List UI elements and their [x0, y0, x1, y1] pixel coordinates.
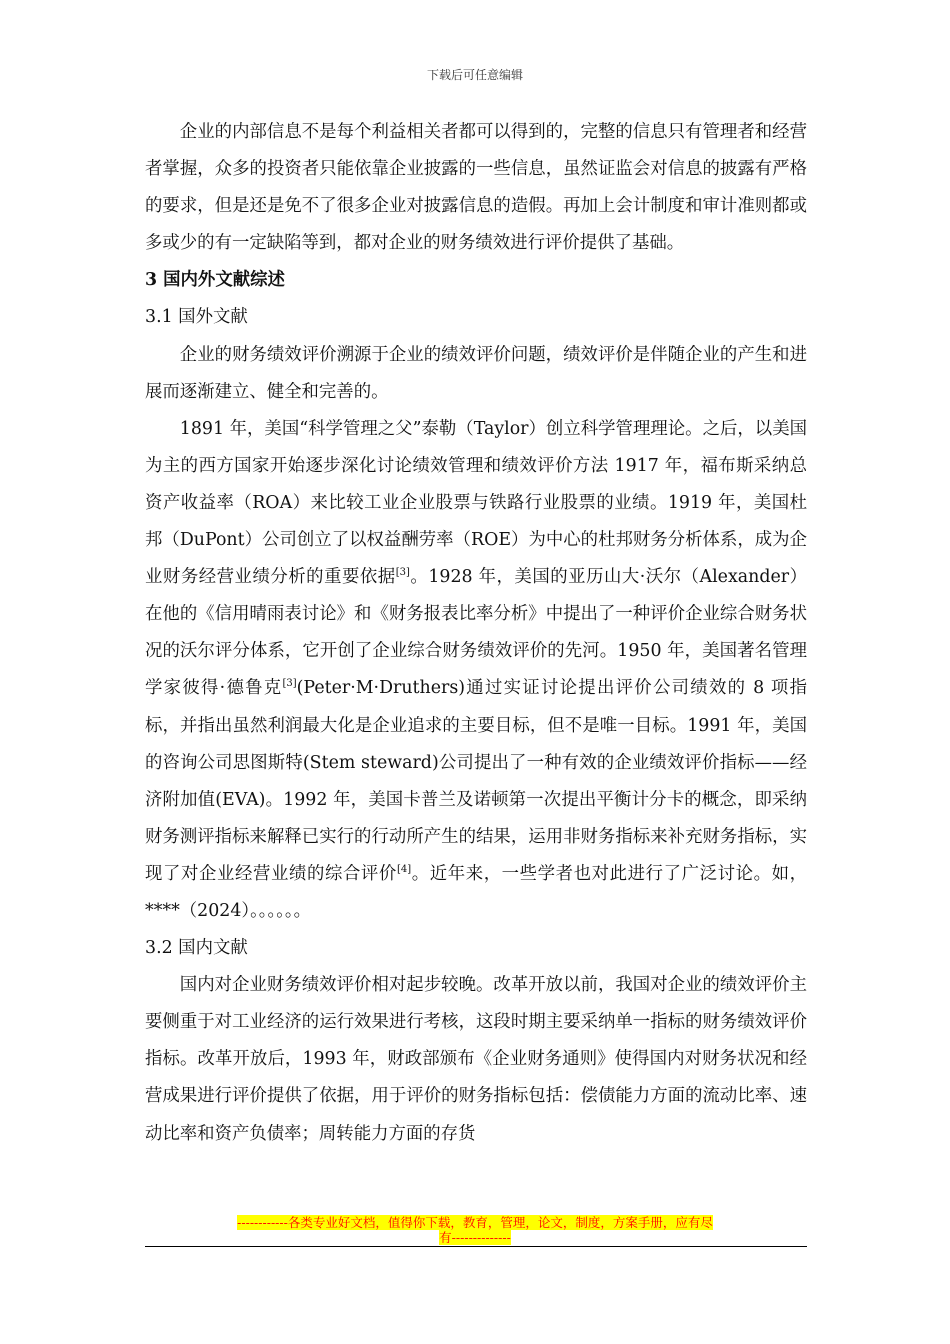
- paragraph-text: 。近年来，一些学者也对此进行了广泛讨论。如，****（2024）。。。。。。: [145, 863, 807, 921]
- citation-3: [3]: [282, 678, 297, 690]
- body-content: [145, 114, 807, 1153]
- section-3-heading: 3 国内外文献综述: [145, 270, 285, 291]
- section-3-1-heading: 3.1 国外文献: [145, 307, 248, 328]
- citation-3: [3]: [395, 567, 410, 579]
- footer-banner-line-1: ------------各类专业好文档，值得你下载，教育，管理，论文，制度，方案手册，应有尽: [237, 1215, 713, 1230]
- paragraph-text: 1891 年，美国“科学管理之父”泰勒（Taylor）创立科学管理理论。之后，以美国为主的西方国家开始逐步深化讨论绩效管理和绩效评价方法 1917 年，福布斯采纳总资产收益率（ROA）来比较工业企业股票与铁路行业股票的业绩。1919 年，美国杜邦（DuPont）公司创立了以权益酬劳率（ROE）为中心的杜邦财务分析体系，成为企业财务经营业绩分析的重要依据: [145, 418, 807, 588]
- footer-banner-line-2: 有--------------: [439, 1230, 511, 1245]
- section-3-2-heading: 3.2 国内文献: [145, 938, 248, 959]
- section-3-1-paragraph-1: 企业的财务绩效评价溯源于企业的绩效评价问题，绩效评价是伴随企业的产生和进展而逐渐建立、健全和完善的。: [145, 344, 807, 402]
- intro-paragraph: 企业的内部信息不是每个利益相关者都可以得到的，完整的信息只有管理者和经营者掌握，众多的投资者只能依靠企业披露的一些信息，虽然证监会对信息的披露有严格的要求，但是还是免不了很多企业对披露信息的造假。再加上会计制度和审计准则都或多或少的有一定缺陷等到，都对企业的财务绩效进行评价提供了基础。: [145, 122, 807, 254]
- citation-4: [4]: [396, 864, 412, 876]
- page-header: 下载后可任意编辑: [426, 68, 523, 82]
- paragraph-text: 。1928 年，美国的亚历山大·沃尔（Alexander）在他的《信用晴雨表讨论》和《财务报表比率分析》中提出了一种评价企业综合财务状况的沃尔评分体系，它开创了企业综合财务绩效评价的先河。1950 年，美国著名管理学家彼得·德鲁克: [145, 567, 807, 699]
- section-3-1-paragraph-2: [145, 411, 807, 930]
- paragraph-text: (Peter·M·Druthers)通过实证讨论提出评价公司绩效的 8 项指标，并指出虽然利润最大化是企业追求的主要目标，但不是唯一目标。1991 年，美国的咨询公司思图斯特(Stem steward)公司提出了一种有效的企业绩效评价指标——经济附加值(EVA)。1992 年，美国卡普兰及诺顿第一次提出平衡计分卡的概念，即采纳财务测评指标来解释已实行的行动所产生的结果，运用非财务指标来补充财务指标，实现了对企业经营业绩的综合评价: [145, 678, 807, 884]
- section-3-2-paragraph-1: 国内对企业财务绩效评价相对起步较晚。改革开放以前，我国对企业的绩效评价主要侧重于对工业经济的运行效果进行考核，这段时期主要采纳单一指标的财务绩效评价指标。改革开放后，1993 年，财政部颁布《企业财务通则》使得国内对财务状况和经营成果进行评价提供了依据，用于评价的财务指标包括：偿债能力方面的流动比率、速动比率和资产负债率；周转能力方面的存货: [145, 975, 807, 1144]
- footer-banner: [0, 1215, 950, 1245]
- footer-divider: [145, 1246, 807, 1247]
